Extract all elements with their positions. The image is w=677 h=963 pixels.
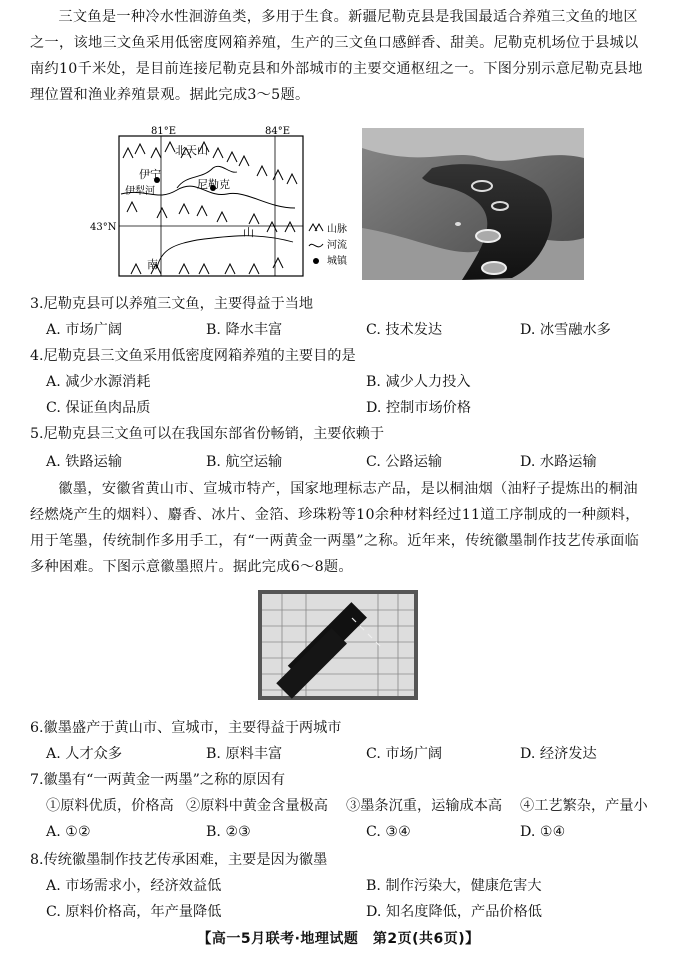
q6-option-c[interactable]: C. 市场广阔: [366, 746, 443, 762]
q3-option-a[interactable]: A. 市场广阔: [46, 322, 123, 338]
q7-option-c[interactable]: C. ③④: [366, 824, 411, 840]
question-7-stem: 7.徽墨有“一两黄金一两墨”之称的原因有: [30, 772, 286, 788]
question-4-stem: 4.尼勒克县三文鱼采用低密度网箱养殖的主要目的是: [30, 348, 356, 364]
q7-option-d[interactable]: D. ①④: [520, 824, 566, 840]
q5-option-c[interactable]: C. 公路运输: [366, 454, 443, 470]
question-6-stem: 6.徽墨盛产于黄山市、宣城市，主要得益于两城市: [30, 720, 342, 736]
q4-option-a[interactable]: A. 减少水源消耗: [46, 374, 151, 390]
north-range-label: 北天山: [175, 144, 208, 157]
city-yining-label: 伊宁: [139, 168, 161, 181]
q7-option-b[interactable]: B. ②③: [206, 824, 251, 840]
legend-mountain-icon: [309, 224, 323, 231]
q8-option-c[interactable]: C. 原料价格高，年产量降低: [46, 904, 222, 920]
q3-option-c[interactable]: C. 技术发达: [366, 322, 443, 338]
huimo-ink-photo: [258, 590, 418, 700]
question-3-stem: 3.尼勒克县可以养殖三文鱼，主要得益于当地: [30, 296, 314, 312]
nileke-location-map: [90, 126, 357, 280]
q5-option-b[interactable]: B. 航空运输: [206, 454, 283, 470]
legend-town-icon: [313, 258, 319, 264]
q4-option-d[interactable]: D. 控制市场价格: [366, 400, 472, 416]
river-yili-label: 伊犁河: [125, 186, 155, 197]
question-8-stem: 8.传统徽墨制作技艺传承困难，主要是因为徽墨: [30, 852, 328, 868]
q3-option-d[interactable]: D. 冰雪融水多: [520, 322, 611, 338]
q8-option-a[interactable]: A. 市场需求小，经济效益低: [46, 878, 222, 894]
q7-statement-4: ④工艺繁杂，产量小: [520, 798, 648, 814]
q6-option-d[interactable]: D. 经济发达: [520, 746, 597, 762]
legend-town-label: 城镇: [327, 256, 347, 267]
q6-option-b[interactable]: B. 原料丰富: [206, 746, 283, 762]
q7-statement-2: ②原料中黄金含量极高: [186, 798, 328, 814]
passage-huimo: 徽墨，安徽省黄山市、宣城市特产，国家地理标志产品，是以桐油烟（油籽子提炼出的桐油经燃烧产生的烟料）、麝香、冰片、金箔、珍珠粉等10余种材料经过11道工序制成的一种颜料，用于笔墨，传统制作多用手工，有“一两黄金一两墨”之称。近年来，传统徽墨制作技艺传承面临多种困难。下图示意徽墨照片。据此完成6～8题。: [30, 481, 640, 575]
q3-option-b[interactable]: B. 降水丰富: [206, 322, 283, 338]
question-5-stem: 5.尼勒克县三文鱼可以在我国东部省份畅销，主要依赖于: [30, 426, 385, 442]
legend-river-icon: [309, 244, 323, 247]
q5-option-a[interactable]: A. 铁路运输: [46, 454, 123, 470]
q7-statement-3: ③墨条沉重，运输成本高: [346, 798, 503, 814]
south-range-label: 山: [243, 226, 254, 239]
lat-43-label: 43°N: [90, 222, 117, 233]
q8-option-b[interactable]: B. 制作污染大，健康危害大: [366, 878, 542, 894]
q7-statement-1: ①原料优质，价格高: [46, 798, 174, 814]
city-nileke-label: 尼勒克: [197, 178, 230, 191]
fish-farm-photo: [362, 128, 584, 280]
south-label: 南: [147, 258, 158, 271]
legend-river-label: 河流: [327, 240, 347, 251]
q7-option-a[interactable]: A. ①②: [46, 824, 91, 840]
q4-option-c[interactable]: C. 保证鱼肉品质: [46, 400, 151, 416]
page-footer: 【高一5月联考·地理试题 第2页(共6页)】: [197, 931, 480, 947]
q4-option-b[interactable]: B. 减少人力投入: [366, 374, 471, 390]
legend-mountain-label: 山脉: [327, 224, 347, 235]
lon-81-label: 81°E: [151, 126, 177, 137]
lon-84-label: 84°E: [265, 126, 291, 137]
passage-salmon: 三文鱼是一种冷水性洄游鱼类，多用于生食。新疆尼勒克县是我国最适合养殖三文鱼的地区之一，该地三文鱼采用低密度网箱养殖，生产的三文鱼口感鲜香、甜美。尼勒克机场位于县城以南约10千米处，是目前连接尼勒克县和外部城市的主要交通枢纽之一。下图分别示意尼勒克县地理位置和渔业养殖景观。据此完成3～5题。: [30, 9, 643, 103]
q8-option-d[interactable]: D. 知名度降低，产品价格低: [366, 904, 542, 920]
q5-option-d[interactable]: D. 水路运输: [520, 454, 597, 470]
q6-option-a[interactable]: A. 人才众多: [46, 746, 123, 762]
